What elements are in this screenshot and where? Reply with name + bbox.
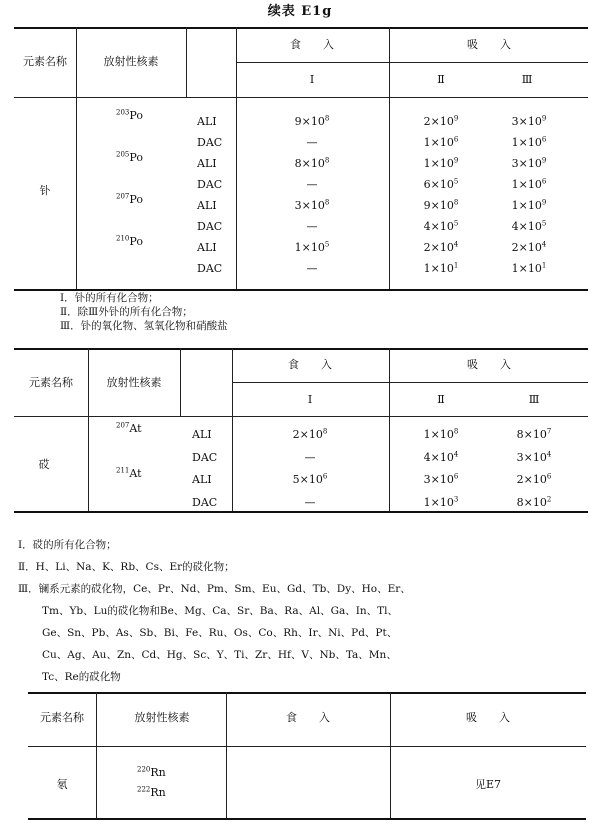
value-cell: $4\times 10^4$ bbox=[423, 449, 459, 464]
header-nuclide: 放射性核素 bbox=[134, 711, 190, 724]
header-element: 元素名称 bbox=[29, 376, 73, 389]
header-nuclide: 放射性核素 bbox=[106, 376, 162, 389]
element-name: 砹 bbox=[38, 458, 50, 471]
value-cell: — bbox=[304, 450, 316, 464]
value-cell: $8\times 10^8$ bbox=[294, 156, 330, 170]
header-element: 元素名称 bbox=[23, 55, 67, 68]
value-cell: $2\times 10^4$ bbox=[423, 240, 459, 254]
limit-type: DAC bbox=[192, 495, 218, 509]
nuclide-label: $^{205}$Po bbox=[116, 150, 143, 164]
element-name: 氡 bbox=[56, 778, 68, 791]
see-reference: 见E7 bbox=[474, 778, 502, 791]
header-col-2: Ⅱ bbox=[437, 393, 445, 406]
value-cell: — bbox=[306, 220, 318, 233]
value-cell: $9\times 10^8$ bbox=[423, 198, 459, 212]
value-cell: $6\times 10^5$ bbox=[423, 177, 459, 191]
limit-type: ALI bbox=[197, 115, 217, 128]
value-cell: $1\times 10^1$ bbox=[423, 261, 459, 275]
note-line: Ⅲ．镧系元素的砹化物，Ce、Pr、Nd、Pm、Sm、Eu、Gd、Tb、Dy、Ho、Er、 bbox=[18, 583, 411, 595]
header-inhalation: 吸 入 bbox=[467, 38, 511, 51]
limit-type: ALI bbox=[192, 473, 212, 486]
value-cell: $2\times 10^6$ bbox=[516, 472, 552, 486]
value-cell: $4\times 10^5$ bbox=[423, 219, 459, 233]
value-cell: $2\times 10^4$ bbox=[511, 240, 547, 254]
header-ingestion: 食 入 bbox=[288, 358, 332, 371]
note-line: Tm、Yb、Lu的砹化物和Be、Mg、Ca、Sr、Ba、Ra、Al、Ga、In、Tl、 bbox=[42, 605, 398, 617]
value-cell: $8\times 10^7$ bbox=[516, 427, 552, 441]
value-cell: — bbox=[304, 495, 316, 509]
limit-type: ALI bbox=[197, 241, 217, 254]
note-line: Cu、Ag、Au、Zn、Cd、Hg、Sc、Y、Ti、Zr、Hf、V、Nb、Ta、Mn、 bbox=[42, 649, 397, 661]
header-element: 元素名称 bbox=[40, 711, 84, 724]
limit-type: DAC bbox=[197, 220, 223, 233]
value-cell: $3\times 10^9$ bbox=[511, 156, 547, 170]
header-col-1: Ⅰ bbox=[307, 393, 313, 406]
value-cell: $1\times 10^6$ bbox=[511, 135, 547, 149]
header-col-2: Ⅱ bbox=[437, 73, 445, 86]
header-ingestion: 食 入 bbox=[290, 38, 334, 51]
value-cell: $1\times 10^8$ bbox=[423, 427, 459, 441]
limit-type: ALI bbox=[192, 428, 212, 441]
nuclide-label: $^{220}$Rn bbox=[137, 765, 166, 779]
note-line: Ⅰ．砹的所有化合物； bbox=[18, 539, 117, 551]
value-cell: $5\times 10^6$ bbox=[292, 472, 328, 486]
value-cell: $3\times 10^4$ bbox=[516, 449, 552, 464]
value-cell: $1\times 10^5$ bbox=[294, 240, 330, 254]
nuclide-label: $^{210}$Po bbox=[116, 234, 143, 248]
limit-type: DAC bbox=[197, 178, 223, 191]
value-cell: $1\times 10^6$ bbox=[423, 135, 459, 149]
value-cell: — bbox=[306, 136, 318, 149]
value-cell: $1\times 10^1$ bbox=[511, 261, 547, 275]
nuclide-label: $^{211}$At bbox=[116, 466, 142, 480]
value-cell: $1\times 10^6$ bbox=[511, 177, 547, 191]
header-col-1: Ⅰ bbox=[309, 73, 315, 86]
note-line: Ⅰ．钋的所有化合物； bbox=[60, 292, 159, 304]
note-line: Ⅱ．H、Li、Na、K、Rb、Cs、Er的砹化物； bbox=[18, 561, 235, 573]
value-cell: $2\times 10^9$ bbox=[423, 114, 459, 128]
value-cell: — bbox=[306, 262, 318, 275]
limit-type: ALI bbox=[197, 157, 217, 170]
limit-type: ALI bbox=[197, 199, 217, 212]
note-line: Ⅱ．除Ⅲ外钋的所有化合物； bbox=[60, 306, 193, 318]
limit-type: DAC bbox=[197, 136, 223, 149]
value-cell: $1\times 10^9$ bbox=[511, 198, 547, 212]
note-line: Ⅲ．钋的氧化物、氢氧化物和硝酸盐 bbox=[60, 320, 228, 332]
value-cell: — bbox=[306, 178, 318, 191]
header-inhalation: 吸 入 bbox=[466, 711, 510, 724]
header-nuclide: 放射性核素 bbox=[103, 55, 159, 68]
value-cell: $8\times 10^2$ bbox=[516, 494, 552, 509]
nuclide-label: $^{207}$Po bbox=[116, 192, 143, 206]
note-line: Ge、Sn、Pb、As、Sb、Bi、Fe、Ru、Os、Co、Rh、Ir、Ni、Pd、Pt、 bbox=[42, 627, 398, 639]
value-cell: $1\times 10^3$ bbox=[423, 494, 459, 509]
header-inhalation: 吸 入 bbox=[467, 358, 511, 371]
element-name: 钋 bbox=[39, 184, 51, 197]
page-title: 续表 E1g bbox=[267, 4, 333, 19]
value-cell: $3\times 10^6$ bbox=[423, 472, 459, 486]
header-col-3: Ⅲ bbox=[521, 73, 533, 86]
value-cell: $3\times 10^9$ bbox=[511, 114, 547, 128]
limit-type: DAC bbox=[197, 262, 223, 275]
value-cell: $2\times 10^8$ bbox=[292, 427, 328, 441]
nuclide-label: $^{203}$Po bbox=[116, 108, 143, 122]
limit-type: DAC bbox=[192, 450, 218, 464]
value-cell: $4\times 10^5$ bbox=[511, 219, 547, 233]
header-col-3: Ⅲ bbox=[528, 393, 540, 406]
header-ingestion: 食 入 bbox=[286, 711, 330, 724]
nuclide-label: $^{222}$Rn bbox=[137, 785, 166, 799]
value-cell: $9\times 10^8$ bbox=[294, 114, 330, 128]
nuclide-label: $^{207}$At bbox=[116, 421, 142, 435]
value-cell: $1\times 10^9$ bbox=[423, 156, 459, 170]
value-cell: $3\times 10^8$ bbox=[294, 198, 330, 212]
note-line: Tc、Re的砹化物 bbox=[42, 671, 121, 683]
